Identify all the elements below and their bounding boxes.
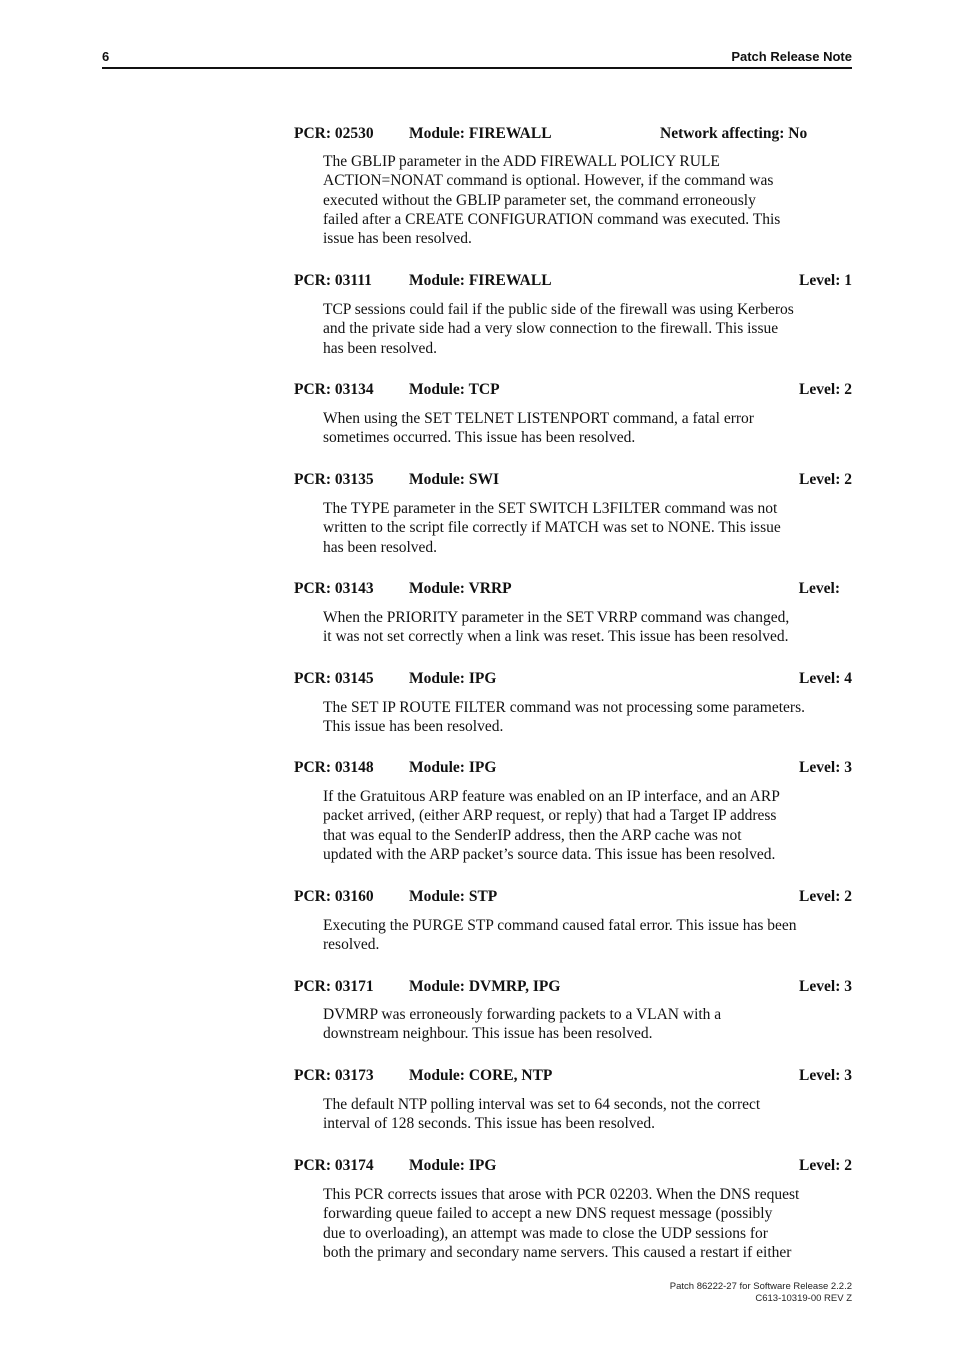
pcr-entry — [294, 758, 852, 864]
pcr-number: PCR: 03143 — [294, 580, 374, 597]
pcr-entry-heading — [294, 271, 852, 291]
pcr-entry — [294, 887, 852, 955]
description-line: both the primary and secondary name servers. This caused a restart if either — [323, 1243, 792, 1261]
description-line: that was equal to the SenderIP address, then the ARP cache was not — [323, 826, 742, 844]
pcr-entry — [294, 470, 852, 557]
pcr-module: Module: FIREWALL — [409, 125, 552, 142]
pcr-number: PCR: 03111 — [294, 272, 372, 289]
pcr-level: Level: 3 — [799, 759, 852, 776]
pcr-entry-heading — [294, 579, 852, 599]
pcr-module: Module: IPG — [409, 1157, 497, 1174]
pcr-description — [323, 916, 852, 955]
description-line: sometimes occurred. This issue has been resolved. — [323, 429, 636, 447]
pcr-number: PCR: 02530 — [294, 125, 374, 142]
pcr-entry-heading — [294, 470, 852, 490]
pcr-module: Module: FIREWALL — [409, 272, 552, 289]
footer-patch-line: Patch 86222-27 for Software Release 2.2.2 — [669, 1281, 852, 1292]
pcr-entry — [294, 1066, 852, 1134]
description-line: Executing the PURGE STP command caused fatal error. This issue has been — [323, 917, 797, 934]
pcr-description — [323, 499, 852, 557]
pcr-level: Level: 4 — [799, 670, 852, 687]
description-line: it was not set correctly when a link was reset. This issue has been resolved. — [323, 628, 789, 646]
description-line: This issue has been resolved. — [323, 718, 504, 736]
pcr-entry — [294, 977, 852, 1044]
description-line: The GBLIP parameter in the ADD FIREWALL POLICY RULE — [323, 153, 720, 170]
document-title: Patch Release Note — [731, 49, 852, 64]
description-line: This PCR corrects issues that arose with PCR 02203. When the DNS request — [323, 1186, 800, 1203]
description-line: The TYPE parameter in the SET SWITCH L3FILTER command was not — [323, 500, 778, 517]
pcr-number: PCR: 03174 — [294, 1157, 374, 1174]
pcr-entry-heading — [294, 124, 852, 144]
description-line: has been resolved. — [323, 538, 438, 556]
description-line: When the PRIORITY parameter in the SET VRRP command was changed, — [323, 609, 790, 626]
pcr-description — [323, 1005, 852, 1044]
pcr-description — [323, 1185, 852, 1262]
pcr-entry — [294, 669, 852, 737]
page-footer — [670, 1281, 852, 1305]
pcr-network-affecting: Network affecting: No — [660, 125, 808, 142]
pcr-module: Module: VRRP — [409, 580, 512, 597]
description-line: resolved. — [323, 936, 380, 954]
pcr-entry-heading — [294, 977, 852, 997]
pcr-level: Level: 3 — [799, 978, 852, 995]
description-line: executed without the GBLIP parameter set, the command erroneously — [323, 191, 756, 209]
pcr-description — [323, 152, 852, 248]
description-line: forwarding queue failed to accept a new DNS request message (possibly — [323, 1205, 773, 1223]
description-line: due to overloading), an attempt was made to close the UDP sessions for — [323, 1224, 768, 1242]
pcr-entry — [294, 579, 852, 647]
pcr-description — [323, 608, 852, 647]
description-line: and the private side had a very slow connection to the firewall. This issue — [323, 320, 779, 338]
pcr-module: Module: SWI — [409, 471, 499, 488]
pcr-description — [323, 300, 852, 358]
pcr-level: Level: 2 — [799, 1157, 852, 1174]
pcr-entry-heading — [294, 669, 852, 689]
pcr-module: Module: STP — [409, 888, 498, 905]
pcr-description — [323, 787, 852, 864]
pcr-entry-heading — [294, 758, 852, 778]
description-line: TCP sessions could fail if the public side of the firewall was using Kerberos — [323, 301, 794, 318]
page-number: 6 — [102, 49, 110, 64]
pcr-entry-heading — [294, 1066, 852, 1086]
pcr-level: Level: 2 — [799, 888, 852, 905]
description-line: failed after a CREATE CONFIGURATION command was executed. This — [323, 210, 781, 228]
pcr-number: PCR: 03160 — [294, 888, 374, 905]
description-line: The default NTP polling interval was set to 64 seconds, not the correct — [323, 1096, 761, 1113]
description-line: The SET IP ROUTE FILTER command was not processing some parameters. — [323, 699, 805, 716]
page-header — [102, 47, 852, 69]
pcr-entry — [294, 1156, 852, 1262]
pcr-entry — [294, 124, 852, 248]
description-line: When using the SET TELNET LISTENPORT command, a fatal error — [323, 410, 754, 427]
description-line: ACTION=NONAT command is optional. However, if the command was — [323, 172, 774, 190]
pcr-number: PCR: 03135 — [294, 471, 374, 488]
pcr-level: Level: 3 — [799, 1067, 852, 1084]
pcr-module: Module: IPG — [409, 759, 497, 776]
pcr-level: Level: 2 — [799, 381, 852, 398]
pcr-number: PCR: 03134 — [294, 381, 374, 398]
pcr-module: Module: TCP — [409, 381, 500, 398]
pcr-entry — [294, 271, 852, 358]
pcr-number: PCR: 03148 — [294, 759, 374, 776]
pcr-level: Level: 1 — [799, 272, 852, 289]
pcr-entry-heading — [294, 887, 852, 907]
pcr-entry — [294, 380, 852, 448]
description-line: written to the script file correctly if MATCH was set to NONE. This issue — [323, 519, 781, 537]
pcr-module: Module: DVMRP, IPG — [409, 978, 561, 995]
description-line: packet arrived, (either ARP request, or reply) that had a Target IP address — [323, 807, 777, 825]
description-line: If the Gratuitous ARP feature was enabled on an IP interface, and an ARP — [323, 788, 780, 805]
pcr-number: PCR: 03173 — [294, 1067, 374, 1084]
description-line: interval of 128 seconds. This issue has been resolved. — [323, 1115, 656, 1133]
description-line: has been resolved. — [323, 339, 438, 357]
pcr-number: PCR: 03171 — [294, 978, 374, 995]
pcr-number: PCR: 03145 — [294, 670, 374, 687]
pcr-entry-heading — [294, 1156, 852, 1176]
footer-doc-code: C613-10319-00 REV Z — [755, 1293, 852, 1304]
description-line: issue has been resolved. — [323, 230, 472, 248]
pcr-description — [323, 698, 852, 737]
pcr-module: Module: IPG — [409, 670, 497, 687]
pcr-entry-heading — [294, 380, 852, 400]
description-line: updated with the ARP packet’s source data. This issue has been resolved. — [323, 845, 776, 863]
pcr-description — [323, 1095, 852, 1134]
description-line: DVMRP was erroneously forwarding packets to a VLAN with a — [323, 1006, 722, 1023]
pcr-description — [323, 409, 852, 448]
pcr-level: Level: 2 — [799, 471, 852, 488]
pcr-module: Module: CORE, NTP — [409, 1067, 553, 1084]
description-line: downstream neighbour. This issue has been resolved. — [323, 1025, 653, 1043]
pcr-level: Level: — [798, 580, 840, 597]
